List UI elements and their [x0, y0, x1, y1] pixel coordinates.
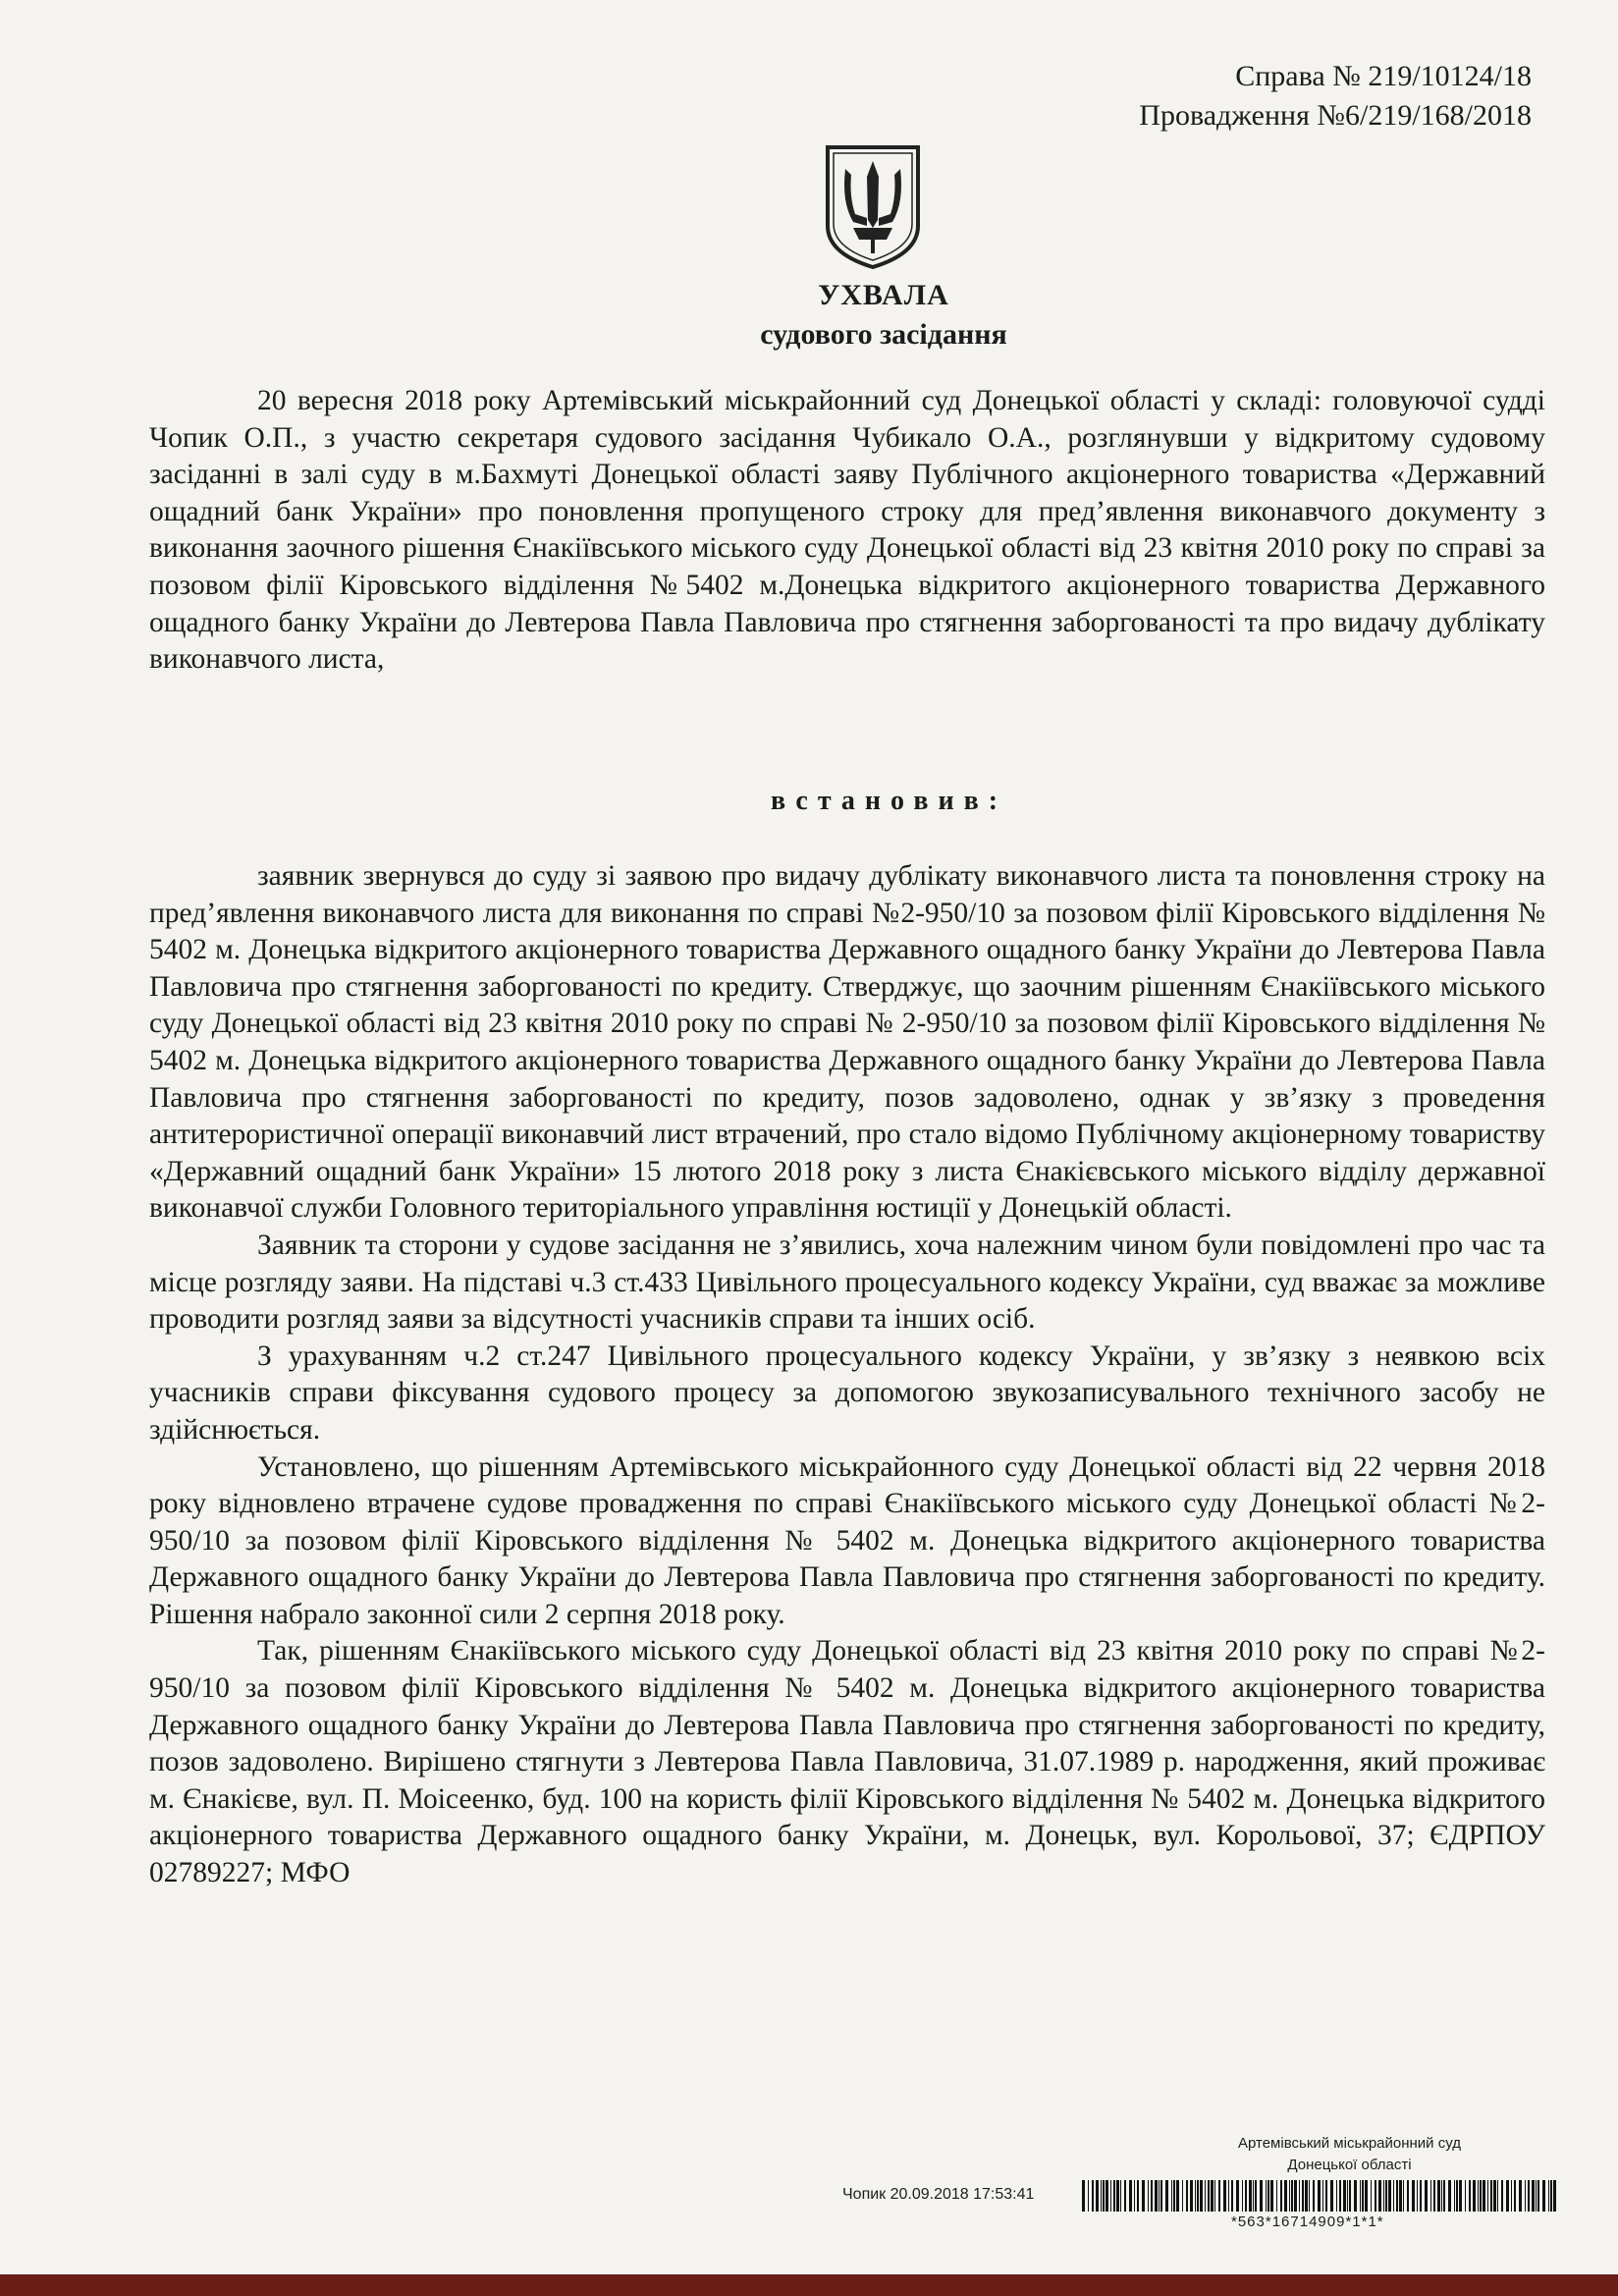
case-reference [1139, 57, 1532, 136]
barcode-bar [1412, 2180, 1415, 2212]
barcode-bar [1473, 2180, 1476, 2212]
barcode-bar [1454, 2180, 1455, 2212]
barcode-bar [1448, 2180, 1451, 2212]
barcode-bar [1280, 2180, 1282, 2212]
barcode-bar [1249, 2180, 1252, 2212]
barcode-bar [1465, 2180, 1466, 2212]
barcode-bar [1208, 2180, 1210, 2212]
barcode-bar [1443, 2180, 1445, 2212]
signature-timestamp: Чопик 20.09.2018 17:53:41 [842, 2186, 1035, 2203]
barcode-bar [1200, 2180, 1203, 2212]
barcode-bar [1176, 2180, 1179, 2212]
barcode-bar [1088, 2180, 1089, 2212]
barcode-bar [1318, 2180, 1321, 2212]
barcode-bar [1425, 2180, 1428, 2212]
barcode-bar [1469, 2180, 1471, 2212]
barcode-bar [1082, 2180, 1085, 2212]
barcode-bar [1231, 2180, 1233, 2212]
barcode-bar [1514, 2180, 1516, 2212]
barcode-bar [1548, 2180, 1549, 2212]
barcode-bar [1260, 2180, 1263, 2212]
barcode-bar [1103, 2180, 1105, 2212]
barcode-bar [1242, 2180, 1243, 2212]
barcode-bar [1441, 2180, 1442, 2212]
barcode-bar [1365, 2180, 1368, 2212]
intro-paragraph: 20 вересня 2018 року Артемівський міськрайонний суд Донецької області у складі: головуючої судді Чопик О.П., з участю секретаря судового засідання Чубикало О.А., розглянувши у відкритому судовому засіданні в залі суду в м.Бахмуті Донецької області заяву Публічного акціонерного товариства «Державний ощадний банк України» про поновлення пропущеного строку для пред’явлення виконавчого документу з виконання заочного рішення Єнакіївського міського суду Донецької області від 23 квітня 2010 року по справі за позовом філії Кіровського відділення №5402 м.Донецька відкритого акціонерного товариства Державного ощадного банку України до Левтерова Павла Павловича про стягнення заборгованості та про видачу дублікату виконавчого листа, [149, 385, 1545, 676]
barcode-bar [1155, 2180, 1158, 2212]
barcode-bar [1195, 2180, 1196, 2212]
barcode-bar [1542, 2180, 1545, 2212]
barcode-bar [1214, 2180, 1215, 2212]
barcode-bar [1553, 2180, 1556, 2212]
barcode-bar [1330, 2180, 1333, 2212]
barcode-bar [1375, 2180, 1376, 2212]
barcode-bar [1270, 2180, 1273, 2212]
barcode-bar [1385, 2180, 1387, 2212]
barcode-bar [1378, 2180, 1381, 2212]
barcode-bar [1110, 2180, 1111, 2212]
body-paragraph-3: З урахуванням ч.2 ст.247 Цивільного процесуального кодексу України, у зв’язку з неявкою всіх учасників справи фіксування судового процесу за допомогою звукозаписувального технічного засобу не здійснюється. [149, 1339, 1545, 1446]
barcode-bar [1383, 2180, 1384, 2212]
barcode-bar [1343, 2180, 1346, 2212]
barcode-bar [1396, 2180, 1398, 2212]
barcode-bar [1289, 2180, 1290, 2212]
barcode-bar [1228, 2180, 1229, 2212]
barcode-bar [1487, 2180, 1488, 2212]
intro-block [149, 383, 1545, 679]
barcode-bar [1124, 2180, 1126, 2212]
trident-coat-of-arms-icon [824, 143, 922, 271]
proceeding-number: Провадження №6/219/168/2018 [1139, 99, 1532, 132]
barcode-bar [1276, 2180, 1277, 2212]
barcode-bar [1511, 2180, 1512, 2212]
barcode-bar [1236, 2180, 1239, 2212]
court-stamp [1238, 2133, 1461, 2176]
body-block [149, 858, 1545, 1892]
body-paragraph-1: заявник звернувся до суду зі заявою про видачу дублікату виконавчого листа та поновлення строку на пред’явлення виконавчого листа для виконання по справі №2-950/10 за позовом філії Кіровського відділення № 5402 м. Донецька відкритого акціонерного товариства Державного ощадного банку України до Левтерова Павла Павловича про стягнення заборгованості по кредиту. Стверджує, що заочним рішенням Єнакіївського міського суду Донецької області від 23 квітня 2010 року по справі № 2-950/10 за позовом філії Кіровського відділення № 5402 м. Донецька відкритого акціонерного товариства Державного ощадного банку України до Левтерова Павла Павловича про стягнення заборгованості по кредиту, позов задоволено, однак у зв’язку з проведення антитерористичної операції виконавчий лист втрачений, про стало відомо Публічному акціонерному товариству «Державний ощадний банк України» 15 лютого 2018 року з листа Єнакієвського міського відділу державної виконавчої служби Головного територіального управління юстиції у Донецькій області. [149, 860, 1545, 1225]
barcode-bar [1339, 2180, 1341, 2212]
barcode-bar [1354, 2180, 1357, 2212]
barcode-icon [1082, 2180, 1559, 2212]
barcode-bar [1550, 2180, 1552, 2212]
barcode-bar [1528, 2180, 1530, 2212]
barcode-bar [1313, 2180, 1315, 2212]
case-number: Справа № 219/10124/18 [1235, 60, 1532, 92]
barcode-bar [1537, 2180, 1539, 2212]
barcode-bar [1255, 2180, 1257, 2212]
barcode-bar [1159, 2180, 1160, 2212]
body-paragraph-2: Заявник та сторони у судове засідання не з’явились, хоча належним чином були повідомлені про час та місце розгляду заяви. На підставі ч.3 ст.433 Цивільного процесуального кодексу України, суд вважає за можливе проводити розгляд заяви за відсутності учасників справи та інших осіб. [149, 1229, 1545, 1336]
barcode-bar [1536, 2180, 1537, 2212]
barcode-bar [1106, 2180, 1108, 2212]
body-paragraph-5: Так, рішенням Єнакіївського міського суду Донецької області від 23 квітня 2010 року по справі №2-950/10 за позовом філії Кіровського відділення № 5402 м. Донецька відкритого акціонерного товариства Державного ощадного банку України до Левтерова Павла Павловича про стягнення заборгованості по кредиту, позов задоволено. Вирішено стягнути з Левтерова Павла Павловича, 31.07.1989 р. народження, який проживає м. Єнакієве, вул. П. Моісеенко, буд. 100 на користь філії Кіровського відділення № 5402 м. Донецька відкритого акціонерного товариства Державного ощадного банку України, м. Донецьк, вул. Корольової, 37; ЄДРПОУ 02789227; МФО [149, 1635, 1545, 1889]
barcode-bar [1403, 2180, 1404, 2212]
barcode-bar [1393, 2180, 1394, 2212]
barcode-bar [1388, 2180, 1391, 2212]
barcode-bar [1305, 2180, 1308, 2212]
barcode-bar [1092, 2180, 1094, 2212]
barcode-bar [1478, 2180, 1479, 2212]
barcode-bar [1134, 2180, 1135, 2212]
barcode-bar [1223, 2180, 1226, 2212]
barcode-bar [1113, 2180, 1115, 2212]
barcode-bar [1430, 2180, 1431, 2212]
barcode-bar [1137, 2180, 1139, 2212]
barcode-bar [1420, 2180, 1422, 2212]
barcode-bar [1501, 2180, 1503, 2212]
barcode-bar [1525, 2180, 1526, 2212]
barcode-bar [1362, 2180, 1364, 2212]
barcode-bar [1456, 2180, 1458, 2212]
barcode-bar [1417, 2180, 1418, 2212]
barcode-bar [1173, 2180, 1175, 2212]
barcode-bar [1160, 2180, 1162, 2212]
barcode-bar [1211, 2180, 1214, 2212]
barcode-bar [1347, 2180, 1348, 2212]
barcode-bar [1336, 2180, 1337, 2212]
court-stamp-line2: Донецької області [1287, 2157, 1412, 2173]
barcode-bar [1266, 2180, 1267, 2212]
barcode-bar [1493, 2180, 1496, 2212]
barcode-bar [1120, 2180, 1121, 2212]
barcode-bar [1205, 2180, 1206, 2212]
barcode-bar [1399, 2180, 1402, 2212]
barcode-bar [1483, 2180, 1485, 2212]
barcode-bar [1532, 2180, 1535, 2212]
barcode-bar [1148, 2180, 1149, 2212]
barcode-bar [1096, 2180, 1099, 2212]
barcode-bar [1360, 2180, 1361, 2212]
barcode-bar [1519, 2180, 1522, 2212]
barcode-bar [1182, 2180, 1183, 2212]
barcode-bar [1190, 2180, 1193, 2212]
barcode-bar [1322, 2180, 1323, 2212]
barcode-bar [1309, 2180, 1310, 2212]
barcode-bar [1129, 2180, 1132, 2212]
barcode-bar [1253, 2180, 1254, 2212]
barcode-bar [1497, 2180, 1498, 2212]
barcode-bar [1186, 2180, 1188, 2212]
barcode-bar [1165, 2180, 1168, 2212]
document-subtitle: судового засідання [760, 318, 1007, 351]
barcode-bar [1294, 2180, 1297, 2212]
barcode-bar [1433, 2180, 1435, 2212]
body-paragraph-4: Установлено, що рішенням Артемівського міськрайонного суду Донецької області від 22 червня 2018 року відновлено втрачене судове провадження по справі Єнакіївського міського суду Донецької області №2-950/10 за позовом філії Кіровського відділення № 5402 м. Донецька відкритого акціонерного товариства Державного ощадного банку України до Левтерова Павла Павловича про стягнення заборгованості по кредиту. Рішення набрало законної сили 2 серпня 2018 року. [149, 1450, 1545, 1630]
barcode-bar [1302, 2180, 1304, 2212]
barcode-bar [1218, 2180, 1220, 2212]
barcode-bar [1490, 2180, 1492, 2212]
barcode-bar [1151, 2180, 1153, 2212]
barcode-bar [1459, 2180, 1462, 2212]
barcode-number: *563*16714909*1*1* [1231, 2214, 1384, 2230]
barcode-bar [1291, 2180, 1293, 2212]
barcode-bar [1325, 2180, 1327, 2212]
barcode-bar [1437, 2180, 1440, 2212]
barcode-bar [1407, 2180, 1409, 2212]
barcode-bar [1116, 2180, 1119, 2212]
barcode-bar [1142, 2180, 1145, 2212]
established-heading: встановив: [770, 786, 1008, 816]
barcode-bar [1101, 2180, 1102, 2212]
barcode-bar [1371, 2180, 1372, 2212]
barcode-bar [1299, 2180, 1300, 2212]
barcode-bar [1267, 2180, 1269, 2212]
barcode-bar [1349, 2180, 1351, 2212]
document-title: УХВАЛА [818, 279, 949, 311]
scan-edge-strip [0, 2274, 1618, 2296]
barcode-bar [1245, 2180, 1247, 2212]
barcode-bar [1480, 2180, 1482, 2212]
court-stamp-line1: Артемівський міськрайонний суд [1238, 2135, 1461, 2152]
barcode-bar [1506, 2180, 1509, 2212]
barcode-bar [1284, 2180, 1287, 2212]
barcode-bar [1197, 2180, 1199, 2212]
barcode-bar [1171, 2180, 1172, 2212]
